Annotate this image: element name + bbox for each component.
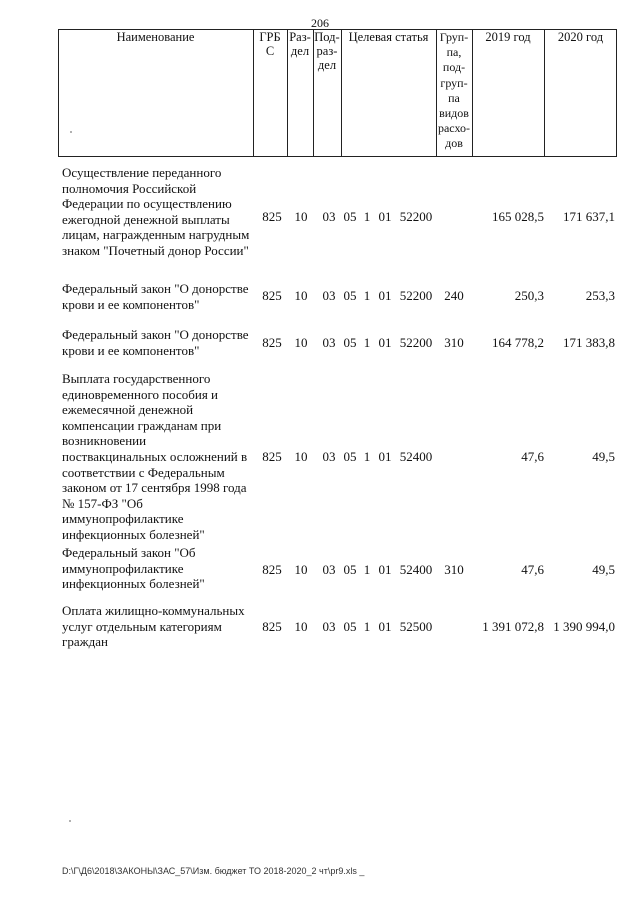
row-podrazdel: 03 [322,449,336,464]
row-target-code: 52400 [399,449,433,464]
header-grbs: ГРБ С [259,30,281,58]
row-target-code: 52500 [399,619,433,634]
header-2019: 2019 год [485,30,531,44]
row-target-code: 52200 [399,288,433,303]
row-name: Федеральный закон "Об иммунопрофилактике инфекционных болезней" [62,545,205,592]
row-target-subprogram: 1 [363,209,371,224]
scan-speck [70,131,72,133]
row-target-program: 05 [343,619,357,634]
row-target-code: 52200 [399,335,433,350]
row-name: Федеральный закон "О донорстве крови и ее компонентов" [62,327,249,358]
row-grbs: 825 [262,619,282,634]
row-razdel: 10 [294,209,308,224]
row-name: Осуществление переданного полномочия Российской Федерации по осуществлению ежегодной денежной выплаты лицам, награжденным нагрудным знаком "Почетный донор России" [62,165,250,258]
row-2020: 49,5 [592,449,615,464]
row-target-program: 05 [343,288,357,303]
row-podrazdel: 03 [322,619,336,634]
row-razdel: 10 [294,562,308,577]
row-razdel: 10 [294,619,308,634]
row-2020: 171 383,8 [563,335,615,350]
row-target-event: 01 [378,335,392,350]
row-target-program: 05 [343,449,357,464]
row-target-subprogram: 1 [363,335,371,350]
header-2020: 2020 год [557,30,604,44]
row-target-event: 01 [378,209,392,224]
row-name: Федеральный закон "О донорстве крови и ее компонентов" [62,281,249,312]
row-2020: 1 390 994,0 [553,619,615,634]
header-target: Целевая статья [348,30,429,44]
page-number: 206 [311,16,329,30]
scan-speck [69,820,71,822]
header-vid: Груп- па, под- груп- па видов расхо- дов [437,30,471,151]
row-grbs: 825 [262,562,282,577]
file-path-footer: D:\Г\Д6\2018\ЗАКОНЫ\ЗАС_57\Изм. бюджет ТО 2018-2020_2 чт\pr9.xls _ [62,866,365,876]
row-grbs: 825 [262,209,282,224]
row-target-code: 52400 [399,562,433,577]
row-target-event: 01 [378,562,392,577]
row-target-event: 01 [378,288,392,303]
row-vid: 240 [444,288,464,303]
row-vid: 310 [444,335,464,350]
row-vid: 310 [444,562,464,577]
row-grbs: 825 [262,288,282,303]
row-target-event: 01 [378,449,392,464]
row-2019: 250,3 [514,288,544,303]
row-podrazdel: 03 [322,335,336,350]
header-divider [472,29,473,157]
row-razdel: 10 [294,335,308,350]
row-target-program: 05 [343,209,357,224]
row-target-subprogram: 1 [363,449,371,464]
row-podrazdel: 03 [322,209,336,224]
row-grbs: 825 [262,449,282,464]
row-target-code: 52200 [399,209,433,224]
row-target-subprogram: 1 [363,619,371,634]
row-2020: 49,5 [592,562,615,577]
row-target-subprogram: 1 [363,562,371,577]
row-2019: 47,6 [521,449,544,464]
row-target-program: 05 [343,562,357,577]
header-divider [341,29,342,157]
row-name: Выплата государственного единовременного пособия и ежемесячной денежной компенсации гражданам при возникновении поствакцинальных осложнений в соответствии с Федеральным законом от 17 сентября 1998 года № 157-ФЗ "Об иммунопрофилактике инфекционных болезней" [62,371,248,542]
row-name: Оплата жилищно-коммунальных услуг отдельным категориям граждан [62,603,245,650]
row-podrazdel: 03 [322,562,336,577]
header-divider [544,29,545,157]
header-razdel: Раз- дел [289,30,311,58]
row-target-program: 05 [343,335,357,350]
row-2020: 171 637,1 [563,209,615,224]
row-target-event: 01 [378,619,392,634]
header-podrazdel: Под- раз- дел [314,30,340,72]
row-2019: 164 778,2 [492,335,544,350]
row-2019: 47,6 [521,562,544,577]
row-razdel: 10 [294,288,308,303]
row-2020: 253,3 [585,288,615,303]
row-razdel: 10 [294,449,308,464]
row-grbs: 825 [262,335,282,350]
row-2019: 1 391 072,8 [482,619,544,634]
row-podrazdel: 03 [322,288,336,303]
row-2019: 165 028,5 [492,209,544,224]
header-name: Наименование [116,30,195,44]
row-target-subprogram: 1 [363,288,371,303]
